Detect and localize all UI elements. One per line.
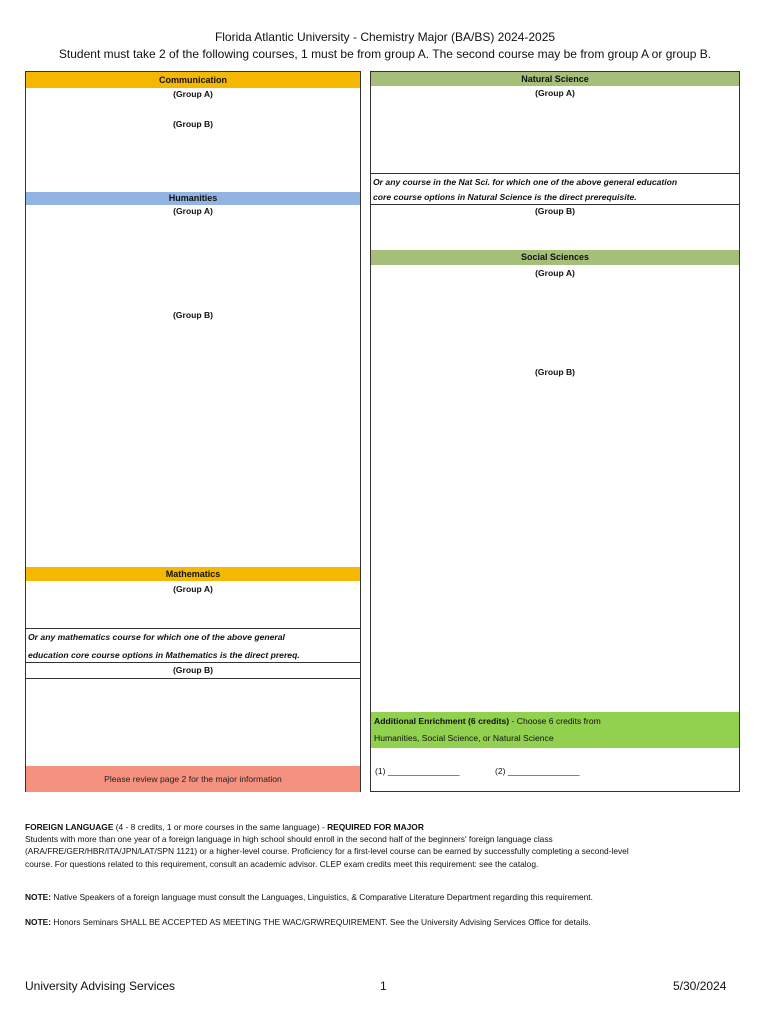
- humanities-group-b: (Group B): [172, 310, 214, 320]
- footer-date: 5/30/2024: [673, 979, 727, 993]
- natural-group-b: (Group B): [534, 206, 576, 216]
- mathematics-group-a: (Group A): [173, 584, 213, 594]
- math-note-line1: Or any mathematics course for which one of the above general: [28, 632, 285, 642]
- mathematics-header: Mathematics: [26, 567, 360, 581]
- communication-group-b: (Group B): [172, 119, 214, 129]
- right-column: [370, 71, 740, 792]
- foreign-language-section: [25, 821, 745, 870]
- fl-line4: course. For questions related to this requirement, consult an academic advisor. CLEP exam credits meet this requirement: see the catalog.: [25, 858, 539, 869]
- divider: [26, 662, 360, 663]
- review-page-2-banner: Please review page 2 for the major information: [26, 766, 360, 792]
- social-sciences-header: Social Sciences: [371, 250, 739, 265]
- page-subtitle: Student must take 2 of the following courses, 1 must be from group A. The second course may be from group A or group B.: [58, 47, 712, 61]
- communication-group-a: (Group A): [173, 89, 213, 99]
- page-number: 1: [380, 979, 387, 993]
- fl-line2: Students with more than one year of a foreign language in high school should enroll in the second half of the beginners' foreign language class: [25, 834, 553, 845]
- social-group-b: (Group B): [534, 367, 576, 377]
- math-note-line2: education core course options in Mathematics is the direct prereq.: [28, 650, 300, 660]
- note-native-speakers: NOTE: Native Speakers of a foreign language must consult the Languages, Linguistics, & Comparative Literature Department regarding this requirement.: [25, 892, 593, 902]
- left-column: [25, 71, 361, 792]
- mathematics-group-b: (Group B): [172, 665, 214, 675]
- enrichment-blank-2[interactable]: (2) _______________: [495, 766, 580, 776]
- humanities-group-a: (Group A): [173, 206, 213, 216]
- divider: [26, 628, 360, 629]
- page-title: Florida Atlantic University - Chemistry Major (BA/BS) 2024-2025: [214, 30, 556, 44]
- divider: [26, 678, 360, 679]
- natural-science-header: Natural Science: [371, 72, 739, 86]
- enrichment-line2: Humanities, Social Science, or Natural Science: [374, 733, 554, 743]
- humanities-header: Humanities: [26, 192, 360, 205]
- nat-note-line1: Or any course in the Nat Sci. for which one of the above general education: [373, 177, 678, 187]
- note-honors-seminars: NOTE: Honors Seminars SHALL BE ACCEPTED AS MEETING THE WAC/GRWREQUIREMENT. See the University Advising Services Office for details.: [25, 917, 591, 927]
- social-group-a: (Group A): [535, 268, 575, 278]
- divider: [371, 204, 739, 205]
- additional-enrichment-box: [371, 712, 739, 748]
- enrichment-line1: Additional Enrichment (6 credits) - Choose 6 credits from: [374, 716, 601, 726]
- natural-group-a: (Group A): [535, 88, 575, 98]
- nat-note-line2: core course options in Natural Science is the direct prerequisite.: [373, 192, 637, 202]
- enrichment-title: Additional Enrichment (6 credits): [374, 716, 510, 726]
- divider: [371, 173, 739, 174]
- fl-line1: FOREIGN LANGUAGE (4 - 8 credits, 1 or more courses in the same language) - REQUIRED FOR MAJOR: [25, 822, 424, 832]
- footer-office: University Advising Services: [25, 979, 176, 993]
- communication-header: Communication: [26, 72, 360, 88]
- fl-line3: (ARA/FRE/GER/HBR/ITA/JPN/LAT/SPN 1121) or a higher-level course. Proficiency for a first-level course can be earned by successfully completing a second-level: [25, 846, 629, 857]
- enrichment-blank-1[interactable]: (1) _______________: [375, 766, 460, 776]
